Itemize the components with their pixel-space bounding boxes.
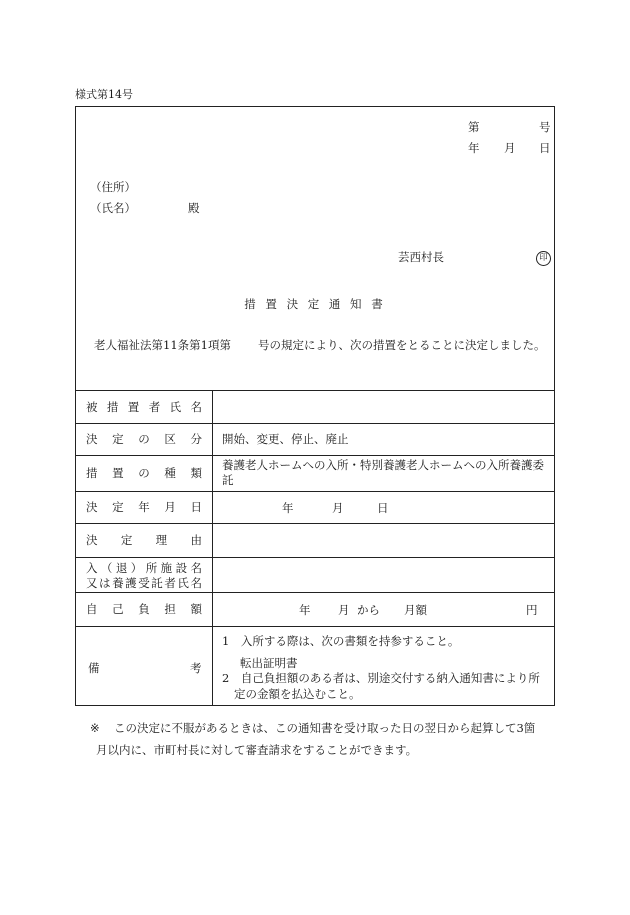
table-row-label: 措置の種類 bbox=[86, 466, 202, 480]
body-text-before: 老人福祉法第11条第1項第 bbox=[94, 338, 231, 352]
remark-note-1-item: 転出証明書 bbox=[240, 656, 298, 670]
appeal-notice bbox=[90, 717, 560, 761]
date-month: 月 bbox=[504, 141, 516, 155]
date-day: 日 bbox=[539, 141, 551, 155]
burden-from: から bbox=[357, 603, 380, 617]
table-row-label: 決定理由 bbox=[86, 533, 202, 547]
burden-yen: 円 bbox=[526, 603, 538, 617]
decision-date-month: 月 bbox=[332, 501, 344, 515]
burden-year: 年 bbox=[299, 603, 311, 617]
table-column-divider bbox=[212, 390, 213, 705]
seal-mark: 印 bbox=[536, 251, 551, 266]
notice-mark: ※ bbox=[90, 721, 100, 735]
decision-category-value: 開始、変更、停止、廃止 bbox=[222, 432, 349, 446]
name-label: （氏名） bbox=[90, 201, 136, 215]
remarks-label-left: 備 bbox=[88, 661, 100, 675]
table-row-label: 自己負担額 bbox=[86, 602, 202, 616]
decision-date-year: 年 bbox=[282, 501, 294, 515]
issuer-title: 芸西村長 bbox=[398, 250, 444, 264]
measure-type-value: 養護老人ホームへの入所・特別養護老人ホームへの入所養護委託 bbox=[222, 458, 544, 487]
table-row-label: 決定の区分 bbox=[86, 432, 202, 446]
notice-form-frame bbox=[75, 106, 555, 706]
document-title: 措 置 決 定 通 知 書 bbox=[244, 297, 386, 311]
table-row-divider bbox=[76, 557, 554, 558]
burden-month: 月 bbox=[338, 603, 350, 617]
remarks-label-right: 考 bbox=[190, 661, 202, 675]
document-number-prefix: 第 bbox=[468, 120, 480, 134]
remark-note-2-line1: 2 自己負担額のある者は、別途交付する納入通知書により所 bbox=[222, 671, 540, 685]
form-number: 様式第14号 bbox=[75, 88, 133, 101]
remark-note-1: 1 入所する際は、次の書類を持参すること。 bbox=[222, 634, 460, 648]
body-text-after: 号の規定により、次の措置をとることに決定しました。 bbox=[258, 338, 546, 352]
document-number-suffix: 号 bbox=[539, 120, 551, 134]
date-year: 年 bbox=[468, 141, 480, 155]
notice-line-1: この決定に不服があるときは、この通知書を受け取った日の翌日から起算して3箇 bbox=[114, 721, 536, 735]
burden-monthly-label: 月額 bbox=[404, 603, 427, 617]
table-row-label: 入（退）所施設名 又は養護受託者氏名 bbox=[86, 560, 202, 590]
decision-date-day: 日 bbox=[377, 501, 389, 515]
table-row-divider bbox=[76, 626, 554, 627]
honorific: 殿 bbox=[188, 201, 200, 215]
notice-line-2: 月以内に、市町村長に対して審査請求をすることができます。 bbox=[96, 743, 418, 757]
address-label: （住所） bbox=[90, 180, 136, 194]
table-row-label: 決定年月日 bbox=[86, 500, 202, 514]
table-row-label: 被措置者氏名 bbox=[86, 399, 202, 414]
remark-note-2-line2: 定の金額を払込むこと。 bbox=[234, 687, 361, 701]
